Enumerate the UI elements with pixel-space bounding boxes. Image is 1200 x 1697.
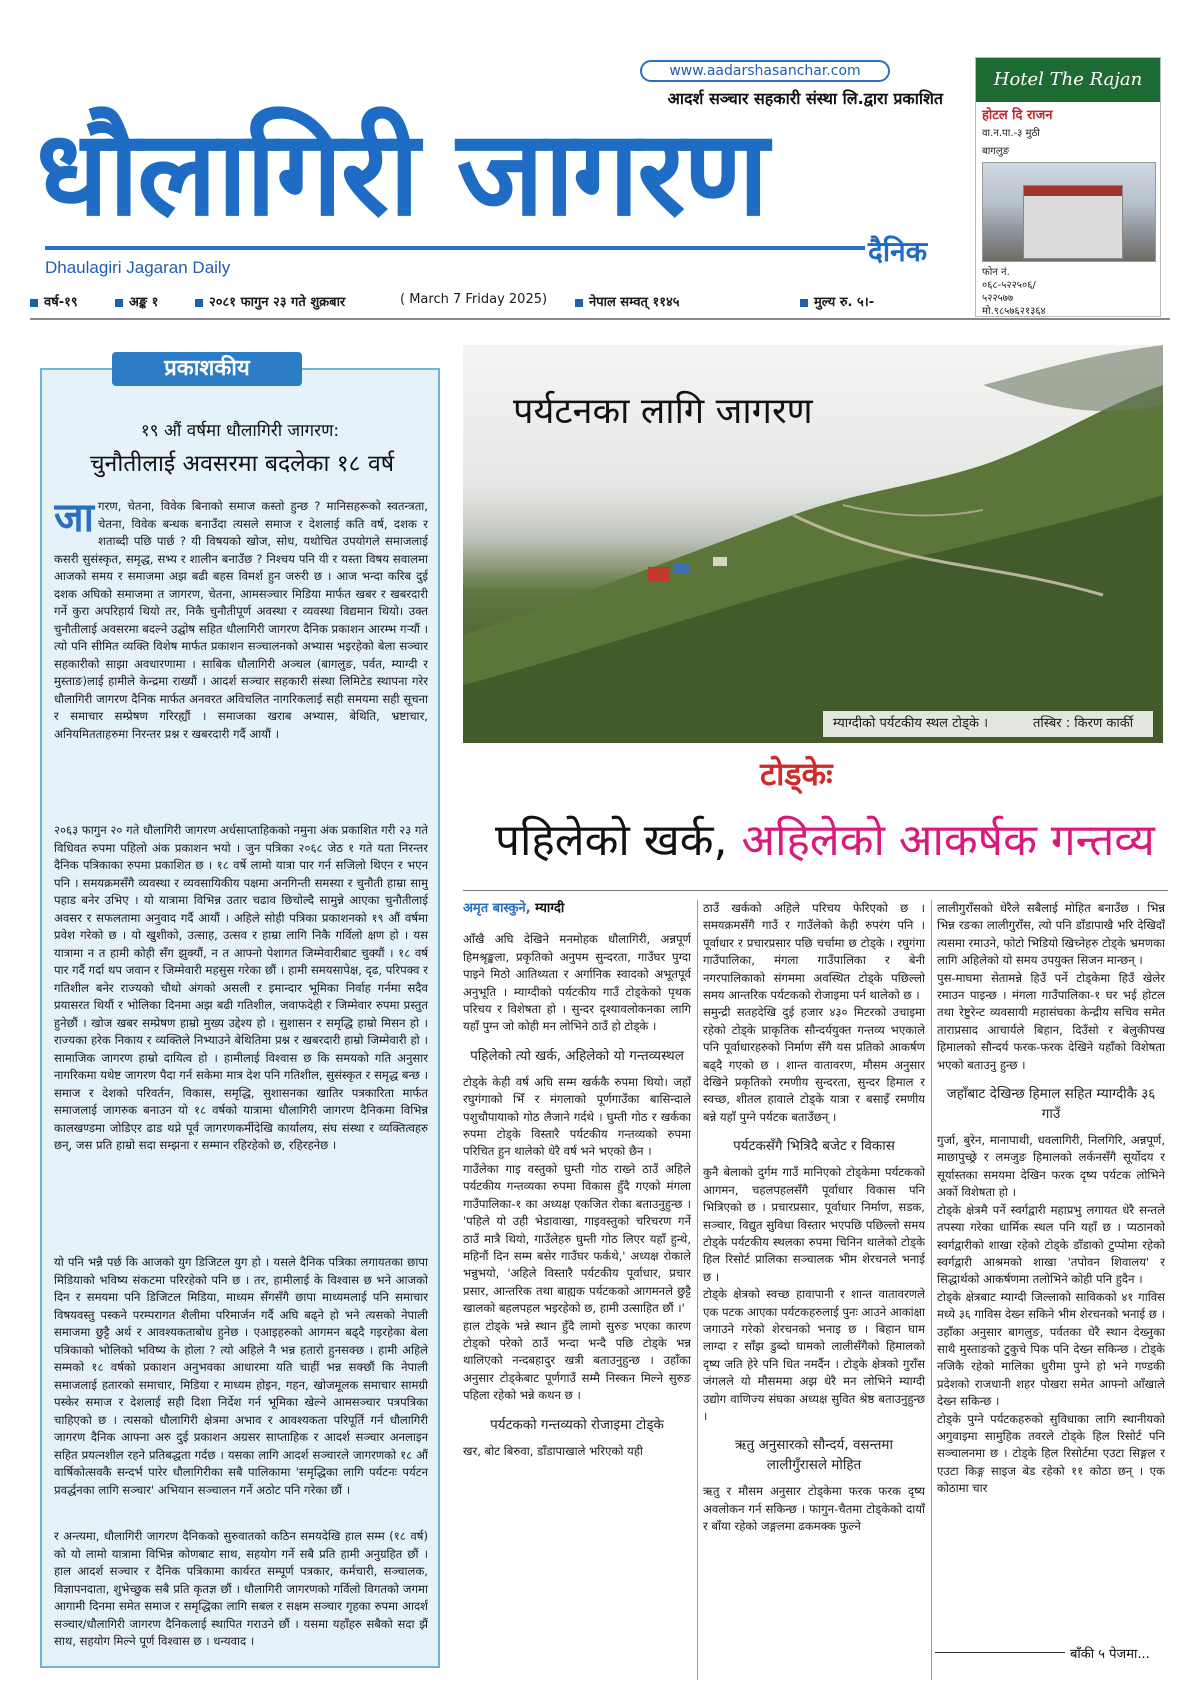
drop-cap: जा bbox=[54, 498, 95, 541]
story-paragraph: कुनै बेलाको दुर्गम गाउँ मानिएको टोड्केमा पर्यटकको आगमन, चहलपहलसँगै पूर्वाधार विकास पनि भित्रिएको छ । प्रचारप्रसार, पूर्वाधार निर्माण, सडक, सञ्चार, विद्युत सुविधा विस्तार भएपछि पछिल्लो समय टोड्के पर्यटकीय स्थलका रुपमा चिनिन थालेको टोड्के हिल रिसोर्ट प्रालिका सञ्चालक भीम शेरचनले भनाई छ । bbox=[703, 1165, 925, 1284]
photo-credit: तस्बिर : किरण कार्की bbox=[1033, 716, 1134, 731]
byline: अमृत बास्कुने, म्याग्दी bbox=[463, 901, 565, 916]
story-paragraph: टोड्के क्षेत्रको स्वच्छ हावापानी र शान्त वातावरणले एक पटक आएका पर्यटकहरुलाई पुनः आउने आकांक्षा जगाउने गरेको शेरचनको भनाइ छ । बिहान घाम लाग्दा र साँझ डुब्दो घामको लालीसँगैको हिमालको दृष्य जति हेरे पनि धित नमर्दैन । टोड्के क्षेत्रको गुराँस जंगलले यो मौसममा अझ धेरै मन लोभिने म्याग्दी उद्योग वाणिज्य संघका अध्यक्ष सुवित श्रेष्ठ बताउनुहुन्छ । bbox=[703, 1287, 925, 1423]
bullet-icon bbox=[195, 299, 203, 307]
story-paragraph: टोड्के केही वर्ष अघि सम्म खर्ककै रुपमा थियो। जहाँ रघुगंगाको भिँ र मंगलाको पूर्णगाउँका बासिन्दाले पशुचौपायाको गोठ लैजाने गर्दथे । घुम्ती गोठ र खर्कका रुपमा टोड्के विस्तारै पर्यटकीय गन्तव्यको रुपमा परिचित हुन थालेको धेरै वर्ष भने भएको छैन । bbox=[463, 1074, 691, 1159]
hotel-photo bbox=[982, 162, 1156, 262]
website-link[interactable]: www.aadarshasanchar.com bbox=[640, 60, 890, 82]
year-info: वर्ष-१९ bbox=[30, 292, 78, 310]
lead-photo bbox=[463, 345, 1163, 743]
editorial-paragraph-1: जागरण, चेतना, विवेक बिनाको समाज कस्तो हुन्छ ? मानिसहरूको स्वतन्त्रता, चेतना, विवेक बन्धक बनाउँदा त्यसले समाज र देशलाई कति वर्ष, दशक र शताब्दी पछि पार्छ ? यी विषयको खोज, सोध, यथोचित उपयोगले समाजलाई कसरी सुसंस्कृत, समृद्ध, सभ्य र शालीन बनाउँछ ? निश्चय पनि यी र यस्ता विषय सवालमा आजको समय र समाजमा अझ बढी बहस विमर्श हुन जरुरी छ । आज भन्दा करिब दुई दशक अघिको समाजमा त जागरण, चेतना, आमसञ्चार मिडिया मार्फत खबर र खबरदारी गर्ने कुरा अपरिहार्य थियो तर, निकै चुनौतीपूर्ण अवस्था र व्यवस्था विद्यमान थियो। उक्त चुनौतीलाई अवसरमा बदल्ने उद्घोष सहित धौलागिरी जागरण दैनिक प्रकाशन आरम्भ गर्‍यौं । त्यो पनि सीमित व्यक्ति विशेष मार्फत प्रकाशन सञ्चालनको अभ्यास भइरहेको बेला सञ्चार सहकारीको साझा अवधारणामा । साबिक धौलागिरी अञ्चल (बागलुङ, पर्वत, म्याग्दी र मुस्ताङ)लाई हामीले केन्द्रमा राख्यौं । आदर्श सञ्चार सहकारी संस्था लिमिटेड स्थापना गरेर धौलागिरी जागरण दैनिक मार्फत अनवरत अविचलित नागरिकलाई सही समयमा सही सूचना र समाचार सम्प्रेषण गरिरह्यौं । समाजका खराब अभ्यास, बेथिति, भ्रष्टाचार, अनियमितताहरुमा निरन्तर प्रश्न र खबरदारी गर्दै आयौं । bbox=[54, 498, 428, 741]
nepal-samvat: नेपाल सम्वत् ११४५ bbox=[575, 292, 680, 310]
photo-title: पर्यटनका लागि जागरण bbox=[513, 391, 813, 432]
newspaper-logo: धौलागिरी जागरण bbox=[36, 104, 767, 242]
editorial-tab: प्रकाशकीय bbox=[112, 352, 302, 386]
column-divider bbox=[697, 900, 698, 1680]
ad-address-district: बागलुङ bbox=[982, 146, 1010, 157]
editorial-paragraph-2: २०६३ फागुन २० गते धौलागिरी जागरण अर्धसाप्ताहिकको नमुना अंक प्रकाशित गरी २३ गते विधिवत रुपमा पहिलो अंक प्रकाशन भयो । जुन पत्रिका २०६८ जेठ १ गते यता निरन्तर दैनिक पत्रिकाका रुपमा प्रकाशित छ । १८ वर्षे लामो यात्रा पार गर्न सजिलो थिएन र भएन पनि । समयक्रमसँगै व्यवस्था र व्यवसायिकीय पक्षमा अनगिन्ती समस्या र चुनौती हाम्रा सामु पहाड बनेर उभिए । यो यात्रामा विभिन्न उतार चढाव छिचोल्दै सामुन्ने आएका चुनौतीलाई अवसर र सफलतामा अनुवाद गर्दै आयौं । अहिले सोही पत्रिका प्रकाशनको १९ औं वर्षमा प्रवेश गरेको छ । यो खुशीको, उत्साह, उत्सव र हाम्रा लागि निकै गर्विलो क्षण हो । यस यात्रामा न त हामी कोही सँग झुक्यौं, न त आफ्नो पेशागत जिम्मेवारीबाट चुक्यौं । १८ वर्ष पार गर्दै गर्दा थप जवान र जिम्मेवारी महसुस गरेका छौं । हामी समयसापेक्ष, दृढ, परिपक्व र गतिशील बनेर राज्यको चौथो अंगको असली र इमान्दार भूमिका निर्वाह गर्नमा सदैव प्रयासरत थियौं र भोलिका दिनमा अझ बढी गतिशील, जवाफदेही र जिम्मेवार रुपमा प्रस्तुत हुनेछौं । खोज खबर सम्प्रेषण हाम्रो मुख्य उद्देश्य हो । सुशासन र समृद्धि हाम्रो मिसन हो । राज्यका हरेक निकाय र व्यक्तिले निभ्याउने बेथितिमा प्रश्न र खबरदारी हाम्रो जिम्मेवारी हो । सामाजिक जागरण हाम्रो दायित्व हो । हामीलाई विश्वास छ कि समयको गति अनुसार नागरिकमा यथेष्ट जागरण पैदा गर्न सकेमा मात्र देश पनि गतिशील, सुसंस्कृत र समृद्ध बन्छ । समाज र देशको परिवर्तन, विकास, समृद्धि, सुशासनका खातिर पत्रकारिता मार्फत समाजलाई जागरुक बनाउन यो १८ वर्षको यात्रामा धौलागिरी जागरण दैनिकमा विभिन्न कालखण्डमा जोडिएर ढाड थप्ने पूर्व जागरणकर्मीदेखि कार्यालय, संघ संस्था र व्यक्तित्वहरु छन्, जस प्रति हाम्रो सदा सम्झना र सम्मान रहिरहेको छ, रहिरहनेछ । bbox=[54, 823, 428, 1152]
story-column-2 bbox=[703, 900, 925, 1680]
editorial-box bbox=[40, 356, 440, 1668]
story-paragraph: टोड्के क्षेत्रबाट म्याग्दी जिल्लाको साविकको ४१ गाविस मध्ये ३६ गाविस देख्न सकिने भीम शेरचनको भनाई छ । उहाँका अनुसार बागलुङ, पर्वतका धेरै स्थान देख्नुका साथै मुस्ताङको टुकुचे पिक पनि देख्न सकिन्छ । टोड्के नजिकै रहेको मालिका धुरीमा पुग्ने हो भने गण्डकी प्रदेशको राजधानी शहर पोखरा समेत आफ्नो आँखाले देख्न सकिन्छ । bbox=[937, 1289, 1165, 1409]
editorial-paragraph-4: र अन्त्यमा, धौलागिरी जागरण दैनिकको सुरुवातको कठिन समयदेखि हाल सम्म (१८ वर्ष) को यो लामो यात्रामा विभिन्न कोणबाट साथ, सहयोग गर्ने सबै प्रति हामी अनुग्रहित छौं । हाल आदर्श सञ्चार र दैनिक पत्रिकामा कार्यरत सम्पूर्ण पत्रकार, कर्मचारी, सञ्चालक, विज्ञापनदाता, शुभेच्छुक सबै प्रति कृतज्ञ छौं । धौलागिरी जागरणको गर्विलो विगतको जगमा आगामी दिनमा समेत समाज र समृद्धिका लागि सबल र सक्षम सञ्चार गृहका रुपमा आदर्श सञ्चार/धौलागिरी जागरण दैनिकलाई स्थापित गराउने छौं । यसमा यहाँहरु सबैको सदा झैं साथ, सहयोग मिल्ने पूर्ण विश्वास छ । धन्यवाद । bbox=[54, 1529, 428, 1648]
bullet-icon bbox=[800, 299, 808, 307]
story-paragraph: लालीगुराँसको धेरैले सबैलाई मोहित बनाउँछ । भिन्न भिन्न रङका लालीगुराँस, त्यो पनि डाँडापाखै भरि देखिदाँ त्यसमा रमाउने, फोटो भिडियो खिच्नेहरु टोड्के भ्रमणका लागि अहिलेको यो समय उपयुक्त सिजन मान्छन् । bbox=[937, 901, 1165, 968]
column-divider bbox=[931, 900, 932, 1680]
issue-info-bar bbox=[30, 290, 970, 312]
ad-title-nepali: होटल दि राजन bbox=[982, 108, 1053, 123]
story-paragraph: आँखै अघि देखिने मनमोहक धौलागिरी, अन्नपूर्ण हिमश्रृङ्खला, प्रकृतिको अनुपम सुन्दरता, गाउँघर पुग्दा पाइने मिठो आतिथ्यता र अर्गानिक स्वादको अभूतपूर्व अनुभूति । म्याग्दीको पर्यटकीय गाउँ टोड्केको पृथक परिचय र विशेषता हो । सुन्दर दृश्यावलोकनका लागि यहाँ पुग्न जो कोही मन लोभिने ठाउँ हो टोड्के । bbox=[463, 932, 691, 1034]
story-subhead: पर्यटकको गन्तव्यको रोजाइमा टोड्के bbox=[490, 1416, 664, 1433]
headline-divider bbox=[463, 890, 1168, 891]
story-paragraph: ठाउँ खर्कको अहिले परिचय फेरिएको छ । समयक्रमसँगै गाउँ र गाउँलेको केही रुपरंग पनि । पूर्वाधार र प्रचारप्रसार पछि चर्चामा छ टोड्के । रघुगंगा गाउँपालिका, मंगला गाउँपालिका र बेनी नगरपालिकाको संगममा अवस्थित टोड्के पछिल्लो समय आन्तरिक पर्यटकको रोजाइमा पर्न थालेको छ । bbox=[703, 901, 925, 1003]
story-headline: पहिलेको खर्क, अहिलेको आकर्षक गन्तव्य bbox=[495, 815, 1155, 866]
masthead bbox=[0, 0, 1200, 320]
hotel-advertisement[interactable] bbox=[975, 57, 1161, 317]
bullet-icon bbox=[115, 299, 123, 307]
logo-daily-label: दैनिक bbox=[868, 235, 928, 268]
editorial-headline: चुनौतीलाई अवसरमा बदलेका १८ वर्ष bbox=[89, 451, 395, 477]
story-paragraph: टोड्के क्षेत्रमै पर्ने स्वर्गद्वारी महाप्रभु लगायत धेरै सन्तले तपस्या गरेका धार्मिक स्थल पनि यहाँ छ । प्यठानको स्वर्गद्वारीको शाखा रहेको टोड्के डाँडाको टुप्पोमा रहेको स्वर्गद्वारी आश्रमको शाखा 'तपोवन शिवालय' र सिद्धार्थको आकर्षणमा तलोभिने कोही पनि हुदैन । bbox=[937, 1202, 1165, 1287]
story-paragraph: ऋतु र मौसम अनुसार टोड्केमा फरक फरक दृष्य अवलोकन गर्न सकिन्छ । फागुन-चैतमा टोड्केको दायाँ र बाँया रहेको जङ्गलमा ढकमक्क फुल्ने bbox=[703, 1484, 925, 1534]
story-paragraph: हाल टोड्के भन्ने स्थान हुँदै लामो सुरुङ भएका कारण टोड्को परेको ठाउँ भन्दा भन्दै पछि टोड्के भन्न थालिएको नन्दबहादुर खत्री बताउनुहुन्छ । उहाँका अनुसार टोड्केबाट पूर्णगाउँ सम्मै निस्कन मिल्ने सुरुङ पहिला रहेको भन्ने कथन छ । bbox=[463, 1318, 691, 1403]
ad-phone-1: ०६८-५२२५०६/ bbox=[982, 280, 1036, 291]
ad-title: Hotel The Rajan bbox=[976, 58, 1160, 102]
price: मुल्य रु. ५।- bbox=[800, 292, 874, 310]
editorial-paragraph-3: यो पनि भन्नै पर्छ कि आजको युग डिजिटल युग हो । यसले दैनिक पत्रिका लगायतका छापा मिडियाको भविष्य संकटमा परिरहेको पनि छ । तर, हामीलाई के विश्वास छ भने आजको दिन र समयमा पनि डिजिटल मिडिया, माध्यम सँगसँगै छापा माध्यमलाई पनि समाचार विषयवस्तु पस्कने परम्परागत शैलीमा परिमार्जन गर्दै अघि बढ्ने हो भने त्यसको नेपाली समाजमा छुट्टै अर्थ र आवश्यकताबोध हुनेछ । एआइहरुको आगमन बढ्दै गइरहेका बेला पत्रिकाको भोलिको भविष्य के होला ? त्यो अहिले नै भन्न हतारो हुनसक्छ । हामी अहिले सम्मको १८ वर्षको प्रकाशन अनुभवका आधारमा यति चाहीं भन्न सक्छौं कि नेपाली समाजलाई हतारको समाचार, मिडिया र माध्यम होइन, गहन, खोजमूलक समाचार सामग्री पस्केर समाज र देशलाई सही दिशा निर्देश गर्न भूमिका खेल्ने आमसञ्चार पत्रपत्रिका चाहिएको छ । त्यसको धौलागिरी क्षेत्रमा अभाव र आवश्यकता परिपूर्ति गर्न धौलागिरी जागरण दैनिक आफ्ना अरु दुई प्रकाशन अग्रसर साप्ताहिक र आदर्श सञ्चार अनलाइन सहित प्रयत्नशील रहने प्रतिबद्धता गर्दछ । यसका लागि आदर्श सञ्चारले जागरणको १८ औं वार्षिकोत्सवकै सन्दर्भ पारेर धौलागिरीका सबै पालिकामा 'समृद्धिका लागि पर्यटनः पर्यटन प्रवर्द्धनका लागि सञ्चार' अभियान सञ्चालन गर्ने अठोट पनि गरेका छौं । bbox=[54, 1255, 428, 1497]
publisher-line: आदर्श सञ्चार सहकारी संस्था लि.द्वारा प्रकाशित bbox=[667, 89, 943, 108]
story-paragraph: खर, बोट बिरुवा, डाँडापाखाले भरिएको यही bbox=[463, 1443, 643, 1458]
story-subhead: पहिलेको त्यो खर्क, अहिलेको यो गन्तव्यस्थल bbox=[470, 1047, 684, 1064]
story-paragraph: टोड्के पुग्ने पर्यटकहरुको सुविधाका लागि स्थानीयको अगुवाइमा सामुहिक तवरले टोड्के हिल रिसोर्ट पनि सञ्चालनमा छ । टोड्के हिल रिसोर्टमा एउटा सिङ्गल र एउटा किङ्ग साइज बेड रहेको ११ कोठा छन् । एक कोठामा चार bbox=[937, 1411, 1165, 1496]
date-english: ( March 7 Friday 2025) bbox=[400, 292, 548, 307]
editorial-kicker: १९ औं वर्षमा धौलागिरी जागरण: bbox=[140, 421, 340, 441]
ad-contact bbox=[982, 266, 1156, 318]
masthead-divider bbox=[30, 318, 1170, 320]
story-paragraph: पुस-माघमा सेतामन्ने हिउँ पर्ने टोड्केमा हिउँ खेलेर रमाउन पाइन्छ । मंगला गाउँपालिका-१ घर भई होटल तथा रेष्टुरेन्ट व्यवसायी महासंघका केन्द्रीय सचिव समेत तारा​प्रसाद आचार्यले बिहान, दिउँसो र बेलुकीपख हिमालको सौन्दर्य फरक-फरक देखिने यहाँको विशेषता भएको बताउनु हुन्छ । bbox=[937, 970, 1165, 1072]
story-subhead: जहाँबाट देखिन्छ हिमाल सहित म्याग्दीकै ३६ गाउँ bbox=[946, 1086, 1156, 1123]
story-kicker: टोड्केः bbox=[760, 755, 833, 793]
continued-on-page[interactable]: बाँकी ५ पेजमा... bbox=[1070, 1647, 1150, 1662]
logo-underline bbox=[45, 246, 865, 250]
ad-address: वा.न.पा.-३ मुठी bbox=[982, 128, 1040, 139]
story-subhead: पर्यटकसँगै भित्रिदै बजेट र विकास bbox=[733, 1138, 895, 1155]
ad-mobile: मो.९८५७६२१३६४ bbox=[982, 306, 1046, 317]
caption-text: म्याग्दीको पर्यटकीय स्थल टोड्के । bbox=[833, 716, 989, 731]
issue-number: अङ्क १ bbox=[115, 292, 158, 310]
bullet-icon bbox=[30, 299, 38, 307]
continued-rule bbox=[935, 1652, 1065, 1653]
ad-phone-label: फोन नं. bbox=[982, 267, 1010, 278]
story-column-1 bbox=[463, 900, 691, 1680]
story-paragraph: गुर्जा, बुरेन, मानापाथी, धवलागिरी, निलगिरि, अन्नपूर्ण, माछापुच्छ्रे र लमजुङ हिमालको लर्कनसँगै सूर्योदय र सूर्यास्तका समयमा देखिन फरक दृष्य पर्यटक लोभिने अर्को विशेषता हो । bbox=[937, 1133, 1165, 1200]
ad-phone-2: ५२२५७७ bbox=[982, 293, 1014, 304]
story-paragraph: गाउँलेका गाइ वस्तुको घुम्ती गोठ राख्ने ठाउँ अहिले पर्यटकीय गन्तव्यका रुपमा विकास हुँदै गएको मंगला गाउँपालिका-१ का अध्यक्ष एकजित रोका बताउनुहुन्छ । 'पहिले यो उही भेडावाखा, गाइवस्तुको चरिचरण गर्ने ठाउँ मात्रै थियो, गाउँलेहरु घुम्ती गोठ लिएर यहाँ हुन्थे, महिनौं दिन सम्म बसेर गाउँघर फर्कथे,' अध्यक्ष रोकाले भन्नुभयो, 'अहिले विस्तारै पर्यटकीय पूर्वाधार, प्रचार प्रसार, आन्तरिक तथा बाह्यक पर्यटकको आगमनले छुट्टै खालको बहलपहल भइरहेको छ, हामी उत्साहित छौं ।' bbox=[463, 1161, 691, 1316]
story-paragraph: समुन्द्री सतहदेखि दुई हजार ४३० मिटरको उचाइमा रहेको टोड्के प्राकृतिक सौन्दर्ययुक्त गन्तव्य भएकाले पनि पूर्वाधारहरुको निर्माण सँगै यस प्रतिको आकर्षण बढ्दै गएको छ । शान्त वातावरण, मौसम अनुसार देखिने प्रकृतिको रमणीय सुन्दरता, सुन्दर हिमाल र स्वच्छ, शीतल हावाले टोड्के यात्रा र बसाइँ रमणीय बन्ने यहाँ पुग्ने पर्यटक बताउँछन् । bbox=[703, 1005, 925, 1124]
logo-english-name: Dhaulagiri Jagaran Daily bbox=[45, 258, 231, 277]
photo-caption bbox=[823, 711, 1153, 737]
story-column-3 bbox=[937, 900, 1165, 1640]
hotel-building-image bbox=[1023, 185, 1123, 259]
date-nepali: २०८१ फागुन २३ गते शुक्रबार bbox=[195, 292, 345, 310]
bullet-icon bbox=[575, 299, 583, 307]
story-subhead: ऋतु अनुसारको सौन्दर्य, वसन्तमा लालीगुँरासले मोहित bbox=[734, 1437, 894, 1474]
